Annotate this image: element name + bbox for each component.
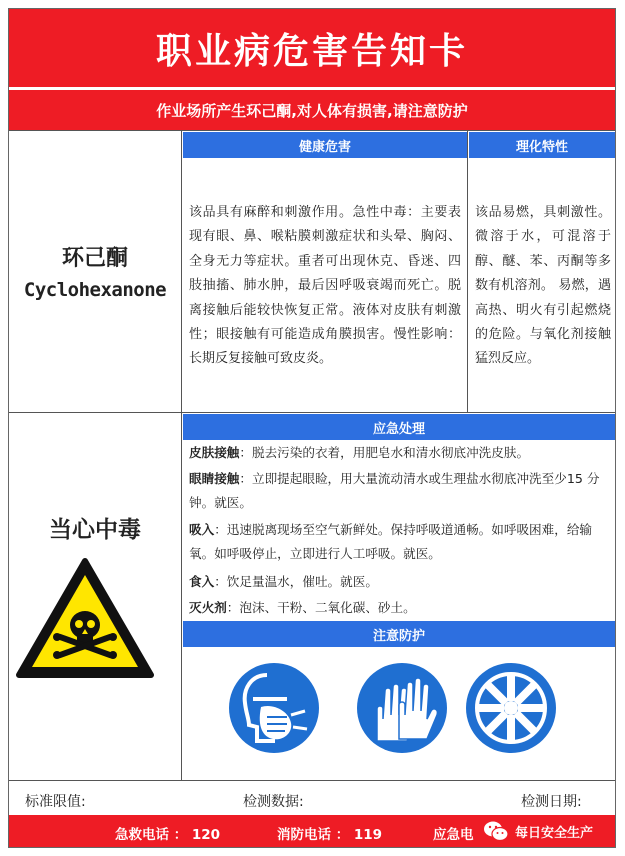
emergency-item-ingest: 食入：饮足量温水，催吐。就医。: [189, 574, 378, 589]
divider: [181, 130, 182, 780]
substance-name-en: Cyclohexanone: [23, 279, 167, 301]
brand-name: 每日安全生产: [515, 825, 594, 841]
emergency-header: 应急处理: [183, 414, 615, 440]
emergency-item-eyes: 眼睛接触：立即提起眼睑，用大量流动清水或生理盐水彻底冲洗至少15 分钟。就医。: [189, 471, 600, 510]
warning-text: 当心中毒: [49, 517, 141, 543]
substance-name-cn: 环己酮: [61, 246, 128, 271]
emergency-item-extinguish: 灭火剂：泡沫、干粉、二氧化碳、砂土。: [189, 600, 416, 615]
notice-card: [8, 8, 616, 848]
brand-watermark: [479, 818, 599, 844]
limit-label: 标准限值:: [25, 794, 86, 810]
emergency-item-skin: 皮肤接触：脱去污染的衣着，用肥皂水和清水彻底冲洗皮肤。: [189, 445, 530, 460]
ventilation-fan-icon: [464, 661, 558, 755]
date-label: 检测日期:: [521, 794, 582, 810]
health-header: 健康危害: [183, 132, 467, 158]
wechat-icon: [483, 820, 509, 842]
health-text: 该品具有麻醉和刺激作用。急性中毒：主要表现有眼、鼻、喉粘膜刺激症状和头晕、胸闷、全身无力等症状。重者可出现休克、昏迷、四肢抽搐、肺水肿，最后因呼吸衰竭而死亡。脱离接触后能较快恢复正常。液体对皮肤有刺激性；眼接触有可能造成角膜损害。慢性影响：长期反复接触可致皮炎。: [189, 205, 461, 367]
divider: [467, 130, 468, 412]
fire-phone: 消防电话 ： 119: [277, 827, 383, 843]
divider: [9, 780, 615, 781]
card-title: 职业病危害告知卡: [9, 9, 615, 87]
respirator-mask-icon: [227, 661, 321, 755]
emergency-phone: 应急电: [433, 827, 474, 843]
divider: [9, 412, 615, 413]
protection-header: 注意防护: [183, 621, 615, 647]
bottom-bar: [9, 815, 615, 847]
protective-gloves-icon: [355, 661, 449, 755]
divider: [9, 130, 615, 131]
poison-warning-icon: [15, 557, 155, 679]
emergency-item-inhale: 吸入：迅速脱离现场至空气新鲜处。保持呼吸道通畅。如呼吸困难，给输氧。如呼吸停止，立即进行人工呼吸。就医。: [189, 522, 592, 561]
rescue-phone: 急救电话 ： 120: [115, 827, 221, 843]
data-label: 检测数据:: [243, 794, 304, 810]
physchem-text: 该品易燃，具刺激性。微溶于水，可混溶于醇、醚、苯、丙酮等多数有机溶剂。 易燃，遇高热、明火有引起燃烧的危险。与氧化剂接触猛烈反应。: [475, 205, 611, 367]
card-subtitle: 作业场所产生环己酮,对人体有损害,请注意防护: [9, 90, 615, 130]
physchem-header: 理化特性: [469, 132, 615, 158]
